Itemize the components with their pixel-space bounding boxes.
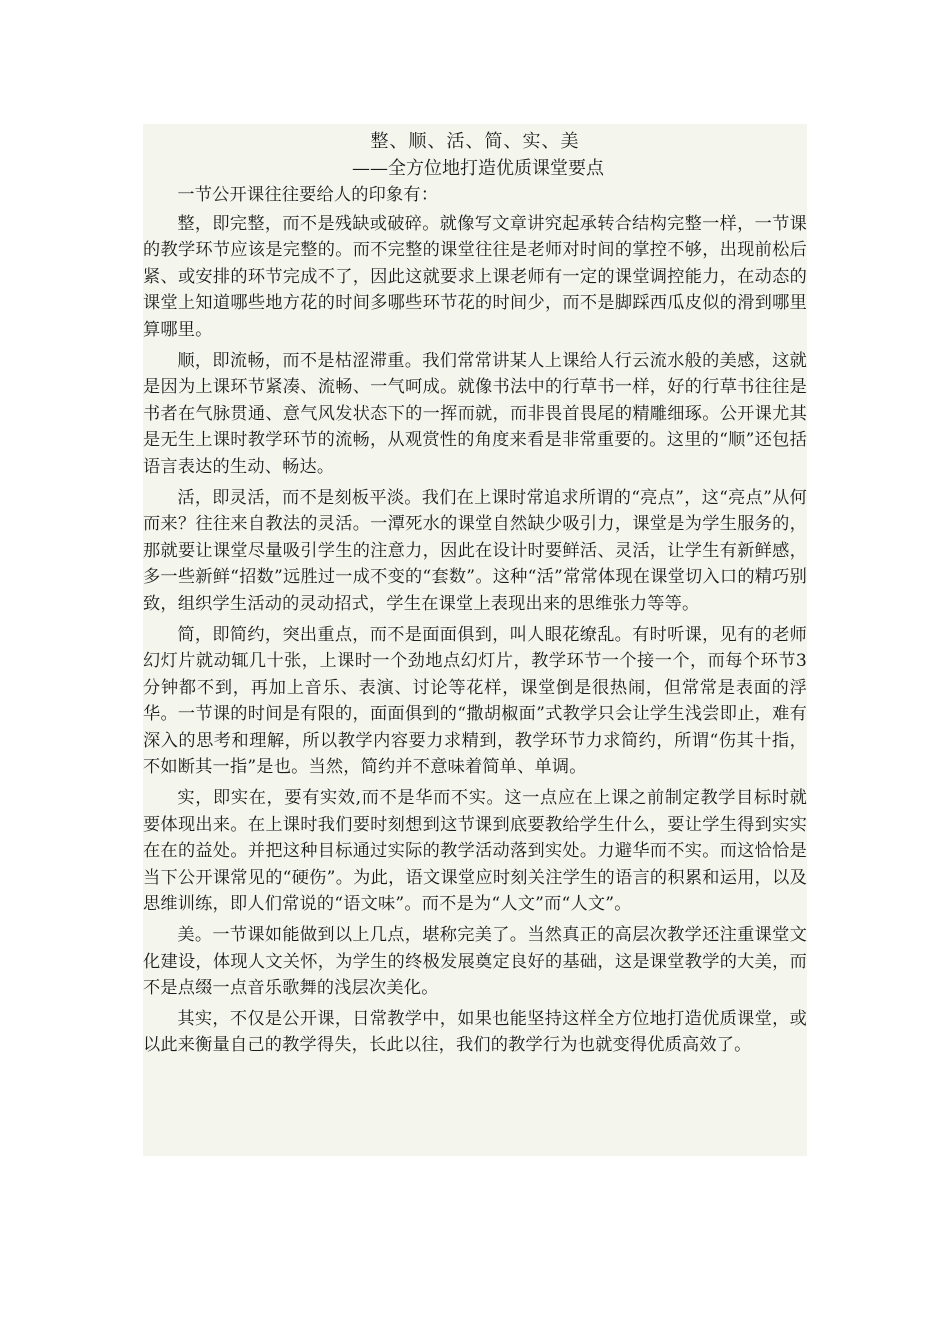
paragraph-mei: 美。一节课如能做到以上几点，堪称完美了。当然真正的高层次教学还注重课堂文化建设，体现人文关怀，为学生的终极发展奠定良好的基础，这是课堂教学的大美，而不是点缀一点音乐歌舞的浅层次美化。 — [143, 925, 807, 999]
paragraph-shun: 顺，即流畅，而不是枯涩滞重。我们常常讲某人上课给人行云流水般的美感，这就是因为上课环节紧凑、流畅、一气呵成。就像书法中的行草书一样，好的行草书往往是书者在气脉贯通、意气风发状态下的一挥而就，而非畏首畏尾的精雕细琢。公开课尤其是无生上课时教学环节的流畅，从观赏性的角度来看是非常重要的。这里的“顺”还包括语言表达的生动、畅达。 — [143, 350, 807, 477]
paragraph-shi: 实，即实在，要有实效,而不是华而不实。这一点应在上课之前制定教学目标时就要体现出来。在上课时我们要时刻想到这节课到底要教给学生什么，要让学生得到实实在在的益处。并把这种目标通过实际的教学活动落到实处。力避华而不实。而这恰恰是当下公开课常见的“硬伤”。为此，语文课堂应时刻关注学生的语言的积累和运用，以及思维训练，即人们常说的“语文味”。而不是为“人文”而“人文”。 — [143, 788, 807, 915]
intro-paragraph: 一节公开课往往要给人的印象有： — [177, 185, 439, 205]
document-body — [143, 124, 807, 1156]
paragraph-jian: 简，即简约，突出重点，而不是面面俱到，叫人眼花缭乱。有时听课，见有的老师幻灯片就动辄几十张，上课时一个劲地点幻灯片，教学环节一个接一个，而每个环节3分钟都不到，再加上音乐、表演、讨论等花样，课堂倒是很热闹，但常常是表面的浮华。一节课的时间是有限的，面面俱到的“撒胡椒面”式教学只会让学生浅尝即止，难有深入的思考和理解，所以教学内容要力求精到，教学环节力求简约，所谓“伤其十指，不如断其一指”是也。当然，简约并不意味着简单、单调。 — [143, 624, 807, 778]
paragraph-conclusion: 其实，不仅是公开课，日常教学中，如果也能坚持这样全方位地打造优质课堂，或以此来衡量自己的教学得失，长此以往，我们的教学行为也就变得优质高效了。 — [143, 1008, 807, 1056]
paragraph-huo: 活，即灵活，而不是刻板平淡。我们在上课时常追求所谓的“亮点”，这“亮点”从何而来？往往来自教法的灵活。一潭死水的课堂自然缺少吸引力，课堂是为学生服务的，那就要让课堂尽量吸引学生的注意力，因此在设计时要鲜活、灵活，让学生有新鲜感，多一些新鲜“招数”远胜过一成不变的“套数”。这种“活”常常体现在课堂切入口的精巧别致，组织学生活动的灵动招式，学生在课堂上表现出来的思维张力等等。 — [143, 487, 807, 614]
document-title: 整、顺、活、简、实、美 — [370, 131, 580, 152]
paragraph-zheng: 整，即完整，而不是残缺或破碎。就像写文章讲究起承转合结构完整一样，一节课的教学环节应该是完整的。而不完整的课堂往往是老师对时间的掌控不够，出现前松后紧、或安排的环节完成不了，因此这就要求上课老师有一定的课堂调控能力，在动态的课堂上知道哪些地方花的时间多哪些环节花的时间少，而不是脚踩西瓜皮似的滑到哪里算哪里。 — [143, 213, 807, 340]
document-subtitle: ——全方位地打造优质课堂要点 — [352, 158, 604, 179]
